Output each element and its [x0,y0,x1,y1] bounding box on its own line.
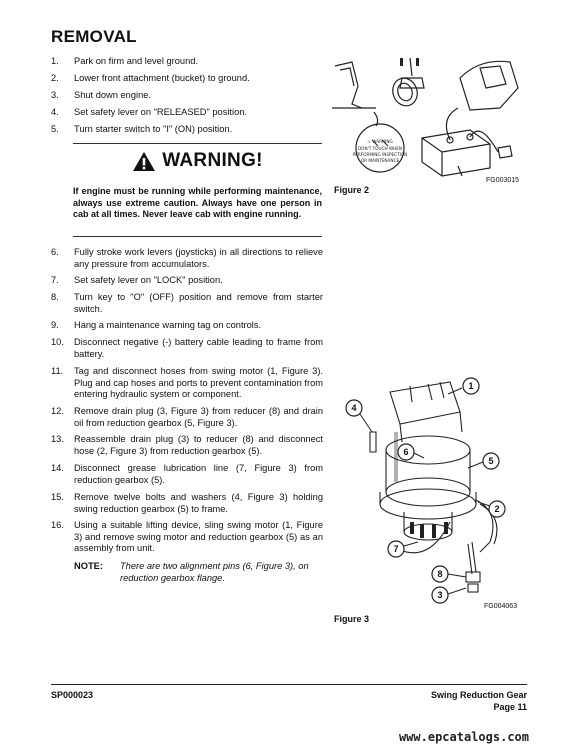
step-number: 15. [51,492,64,502]
step-text: Hang a maintenance warning tag on controls. [74,320,262,330]
figure-2-illustration [330,48,528,193]
footer-section: Swing Reduction Gear [430,690,527,700]
svg-text:⚠ WARNING: ⚠ WARNING [367,139,393,144]
svg-text:DON'T TOUCH WHEN: DON'T TOUCH WHEN [357,146,403,151]
step-text: Tag and disconnect hoses from swing motor (1, Figure 3). Plug and cap hoses and ports to prevent contamination from entering hydraulic system or component. [74,366,323,400]
step-number: 7. [51,275,59,285]
step-number: 9. [51,320,59,330]
footer-doc-id: SP000023 [51,690,94,700]
warning-triangle-icon [132,151,156,172]
figure-3-caption: Figure 3 [334,614,370,624]
step-number: 3. [51,90,59,100]
callout-6: 6 [403,447,409,457]
svg-text:PERFORMING INSPECTION: PERFORMING INSPECTION [352,152,408,157]
step-text: Shut down engine. [74,90,152,100]
warning-top-rule [73,143,322,144]
figure-2-caption: Figure 2 [334,185,370,195]
callout-1: 1 [468,381,474,391]
callout-8: 8 [437,569,443,579]
callout-3: 3 [437,590,443,600]
watermark: www.epcatalogs.com [398,730,529,744]
step-number: 6. [51,247,59,257]
step-number: 2. [51,73,59,83]
step-number: 4. [51,107,59,117]
figure-3-illustration [340,372,536,608]
step-text: Using a suitable lifting device, sling swing motor (1, Figure 3) and remove swing motor and reduction gearbox (5) as an assembly from unit. [74,520,323,554]
footer-page-number: Page 11 [493,702,527,712]
figure-2-code: FG003015 [486,177,520,184]
step-text: Remove drain plug (3, Figure 3) from reducer (8) and drain oil from reduction gearbox (5, Figure 3). [74,406,323,428]
step-number: 5. [51,124,59,134]
warning-bottom-rule [73,236,322,237]
footer-rule [51,684,527,685]
step-text: Disconnect grease lubrication line (7, Figure 3) from reduction gearbox (5). [74,463,323,485]
step-number: 12. [51,406,64,416]
svg-text:OR MAINTENANCE: OR MAINTENANCE [360,158,400,163]
step-text: Set safety lever on "LOCK" position. [74,275,223,285]
figure-3-code: FG004063 [484,603,518,610]
warning-heading [73,150,322,178]
step-text: Turn starter switch to "I" (ON) position. [74,124,233,134]
callout-4: 4 [351,403,357,413]
warning-heading-text: WARNING! [162,150,263,171]
callout-2: 2 [494,504,500,514]
step-text: Turn key to "O" (OFF) position and remove from starter switch. [74,292,323,314]
step-number: 1. [51,56,59,66]
step-number: 8. [51,292,59,302]
step-number: 11. [51,366,64,376]
warning-text: If engine must be running while performing maintenance, always use extreme caution. Always have one person in cab at all times. Never leave cab with engine running. [73,186,322,220]
step-text: Reassemble drain plug (3) to reducer (8) and disconnect hose (2, Figure 3) from reduction gearbox (5). [74,434,323,456]
step-text: Fully stroke work levers (joysticks) in all directions to relieve any pressure from accumulators. [74,247,323,269]
page-title: REMOVAL [51,27,137,46]
step-number: 13. [51,434,64,444]
step-text: Lower front attachment (bucket) to ground. [74,73,250,83]
step-number: 16. [51,520,64,530]
note-label: NOTE: [74,561,103,571]
step-number: 10. [51,337,64,347]
callout-5: 5 [488,456,494,466]
step-text: Park on firm and level ground. [74,56,199,66]
step-text: Disconnect negative (-) battery cable leading to frame from battery. [74,337,323,359]
step-number: 14. [51,463,64,473]
step-text: Remove twelve bolts and washers (4, Figure 3) holding swing reduction gearbox (5) to frame. [74,492,323,514]
note-text: There are two alignment pins (6, Figure 3), on reduction gearbox flange. [120,561,309,583]
callout-7: 7 [393,544,399,554]
step-text: Set safety lever on "RELEASED" position. [74,107,247,117]
